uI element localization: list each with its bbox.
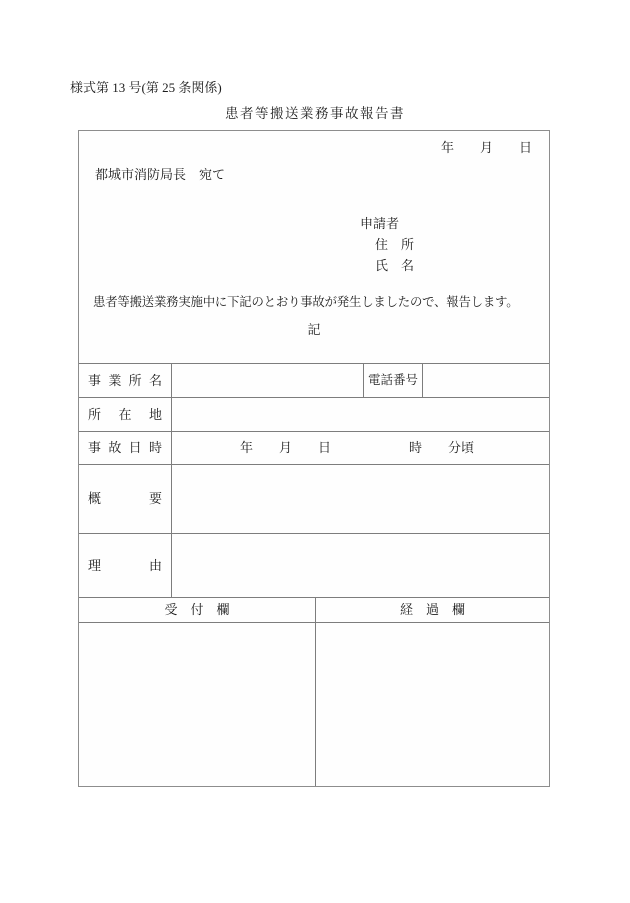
addressee: 都城市消防局長 宛て (95, 167, 226, 182)
section-header-row (79, 597, 549, 622)
report-statement: 患者等搬送業務実施中に下記のとおり事故が発生しましたので、報告します。 (93, 295, 519, 309)
form-title: 患者等搬送業務事故報告書 (225, 106, 405, 121)
applicant-name-label: 氏 名 (375, 258, 415, 273)
office-name-field (172, 364, 364, 397)
section-body-row (79, 622, 549, 786)
reason-row (79, 533, 549, 597)
office-name-label: 事業所名 (79, 364, 172, 397)
datetime-field: 年 月 日 時 分頃 (240, 440, 475, 455)
summary-row (79, 464, 549, 533)
record-heading: 記 (307, 322, 321, 337)
office-name-row (79, 363, 549, 397)
location-label: 所在地 (79, 398, 172, 431)
form-number: 様式第 13 号(第 25 条関係) (70, 80, 222, 95)
location-field (172, 398, 549, 431)
applicant-address-label: 住 所 (375, 237, 415, 252)
phone-number-field (423, 364, 549, 397)
location-row (79, 397, 549, 431)
reception-field (79, 623, 316, 786)
phone-number-label: 電話番号 (364, 364, 423, 397)
summary-field (172, 465, 549, 533)
applicant-label: 申請者 (360, 216, 400, 231)
summary-label: 概要 (79, 465, 172, 533)
date-line: 年 月 日 (440, 140, 532, 155)
report-form-box (78, 130, 550, 787)
reason-label: 理由 (79, 534, 172, 597)
reception-column-header: 受 付 欄 (79, 598, 316, 622)
reason-field (172, 534, 549, 597)
datetime-label: 事故日時 (79, 432, 172, 464)
progress-field (316, 623, 549, 786)
datetime-row (79, 431, 549, 464)
progress-column-header: 経 過 欄 (399, 602, 465, 617)
